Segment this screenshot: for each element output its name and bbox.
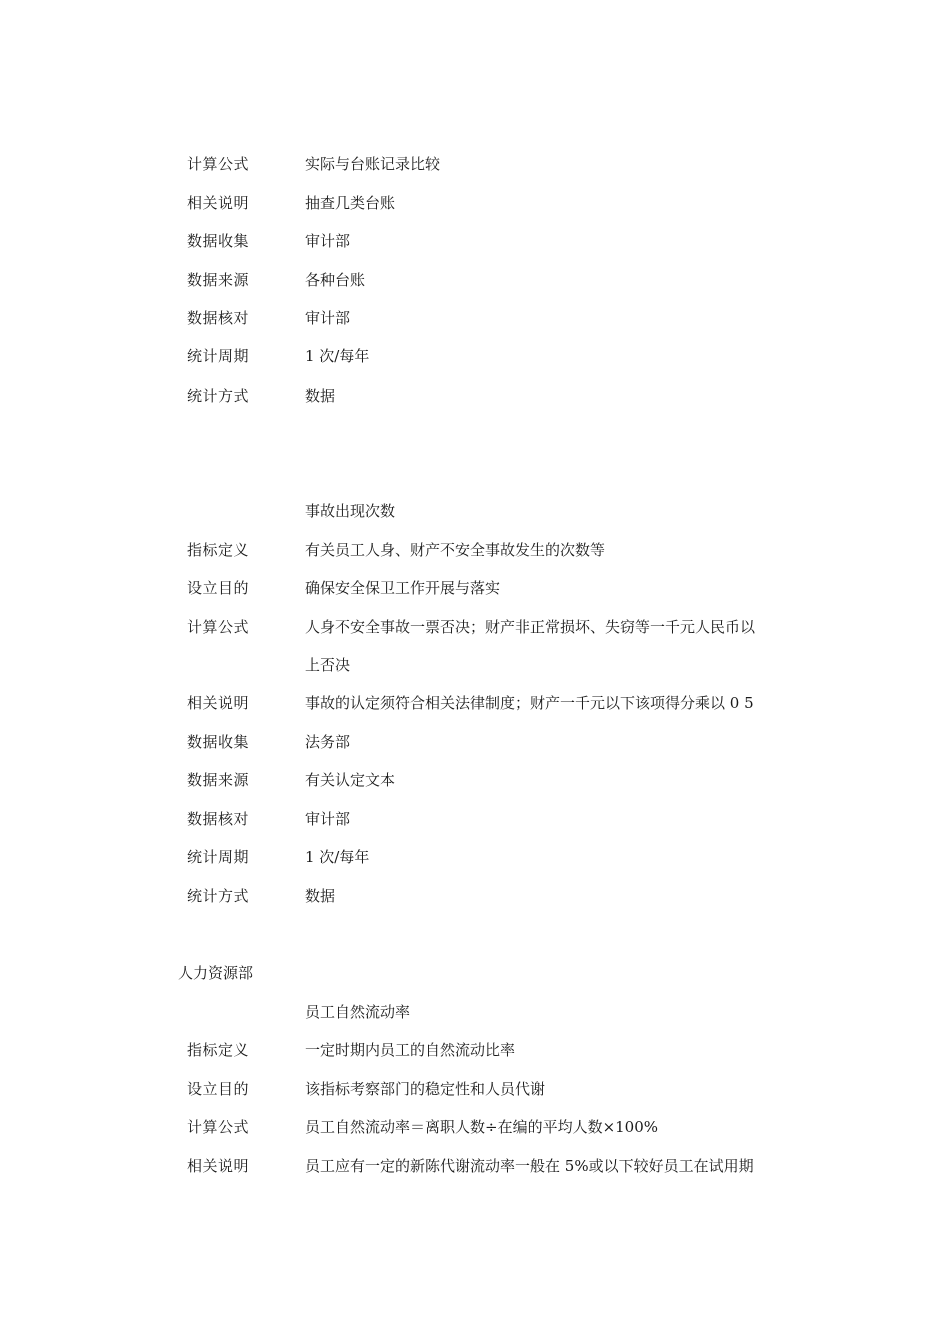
field-label: 数据核对 xyxy=(187,309,250,327)
field-value: 审计部 xyxy=(305,810,351,828)
field-value: 审计部 xyxy=(305,232,351,250)
field-value: 一定时期内员工的自然流动比率 xyxy=(305,1041,516,1059)
field-label: 相关说明 xyxy=(187,694,250,712)
field-label: 设立目的 xyxy=(187,579,250,597)
field-label: 指标定义 xyxy=(187,541,250,559)
field-label: 指标定义 xyxy=(187,1041,250,1059)
field-label: 数据核对 xyxy=(187,810,250,828)
field-label: 相关说明 xyxy=(187,1157,250,1175)
field-value: 法务部 xyxy=(305,733,351,751)
field-label: 设立目的 xyxy=(187,1080,250,1098)
field-value: 有关认定文本 xyxy=(305,771,396,789)
field-value: 各种台账 xyxy=(305,271,366,289)
indicator-title: 事故出现次数 xyxy=(305,502,396,520)
field-value: 抽查几类台账 xyxy=(305,194,396,212)
field-value: 人身不安全事故一票否决；财产非正常损坏、失窃等一千元人民币以 xyxy=(305,618,756,636)
field-value: 员工自然流动率＝离职人数÷在编的平均人数×100% xyxy=(305,1118,659,1136)
field-value: 确保安全保卫工作开展与落实 xyxy=(305,579,501,597)
indicator-title: 员工自然流动率 xyxy=(305,1003,411,1021)
section-heading: 人力资源部 xyxy=(178,964,254,982)
field-label: 计算公式 xyxy=(187,155,250,173)
field-label: 数据收集 xyxy=(187,733,250,751)
field-label: 统计方式 xyxy=(187,387,250,405)
field-value: 实际与台账记录比较 xyxy=(305,155,441,173)
field-value: 数据 xyxy=(305,387,336,405)
field-label: 统计方式 xyxy=(187,887,250,905)
field-value: 1 次/每年 xyxy=(305,347,370,365)
field-label: 统计周期 xyxy=(187,347,250,365)
field-value: 有关员工人身、财产不安全事故发生的次数等 xyxy=(305,541,606,559)
field-label: 相关说明 xyxy=(187,194,250,212)
field-label: 计算公式 xyxy=(187,1118,250,1136)
field-label: 数据来源 xyxy=(187,271,250,289)
field-value: 事故的认定须符合相关法律制度；财产一千元以下该项得分乘以 0 5 xyxy=(305,694,754,712)
field-label: 统计周期 xyxy=(187,848,250,866)
field-label: 计算公式 xyxy=(187,618,250,636)
field-label: 数据来源 xyxy=(187,771,250,789)
field-value: 审计部 xyxy=(305,309,351,327)
field-value: 1 次/每年 xyxy=(305,848,370,866)
field-value: 员工应有一定的新陈代谢流动率一般在 5%或以下较好员工在试用期 xyxy=(305,1157,754,1175)
field-value: 上否决 xyxy=(305,656,351,674)
field-value: 数据 xyxy=(305,887,336,905)
field-label: 数据收集 xyxy=(187,232,250,250)
field-value: 该指标考察部门的稳定性和人员代谢 xyxy=(305,1080,546,1098)
